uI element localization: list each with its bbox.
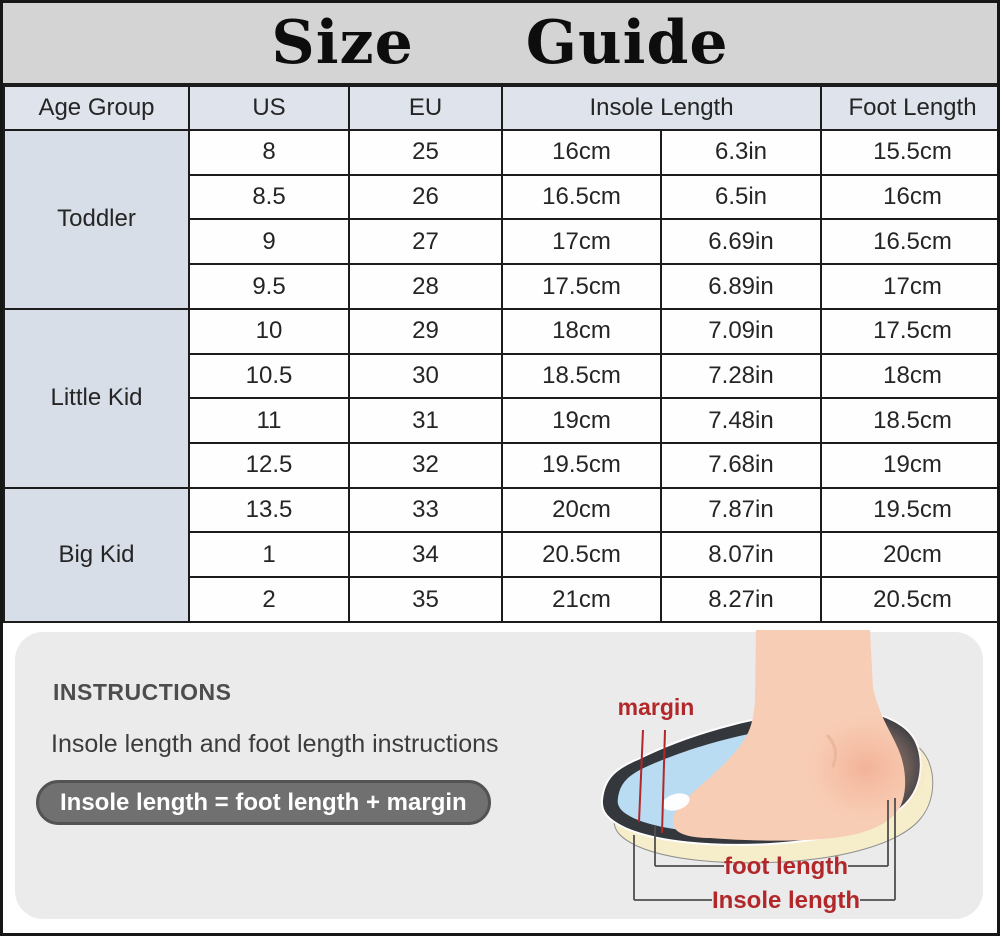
cell-us: 8.5 [189, 175, 349, 220]
cell-eu: 27 [349, 219, 502, 264]
cell-insole-cm: 20.5cm [502, 532, 661, 577]
header-us: US [189, 86, 349, 130]
cell-insole-cm: 19cm [502, 398, 661, 443]
foot-measurement-diagram [598, 630, 990, 922]
cell-foot: 20cm [821, 532, 1000, 577]
cell-foot: 17.5cm [821, 309, 1000, 354]
cell-us: 10.5 [189, 354, 349, 399]
cell-eu: 32 [349, 443, 502, 488]
cell-eu: 35 [349, 577, 502, 622]
cell-insole-in: 7.68in [661, 443, 821, 488]
cell-us: 12.5 [189, 443, 349, 488]
cell-insole-cm: 16cm [502, 130, 661, 175]
cell-eu: 25 [349, 130, 502, 175]
cell-insole-in: 7.28in [661, 354, 821, 399]
cell-us: 9.5 [189, 264, 349, 309]
instructions-heading: INSTRUCTIONS [53, 679, 232, 705]
header-insole-length: Insole Length [502, 86, 821, 130]
insole-length-label: Insole length [711, 887, 861, 914]
cell-insole-in: 6.69in [661, 219, 821, 264]
instructions-subheading: Insole length and foot length instructions [51, 730, 499, 758]
cell-foot: 18cm [821, 354, 1000, 399]
cell-foot: 20.5cm [821, 577, 1000, 622]
table-row [4, 309, 1000, 354]
header-foot-length: Foot Length [821, 86, 1000, 130]
cell-us: 1 [189, 532, 349, 577]
age-group-big-kid: Big Kid [4, 488, 189, 622]
instructions-panel [15, 632, 983, 919]
cell-eu: 33 [349, 488, 502, 533]
cell-insole-cm: 19.5cm [502, 443, 661, 488]
cell-insole-in: 6.3in [661, 130, 821, 175]
formula-pill: Insole length = foot length + margin [36, 780, 491, 825]
age-group-little-kid: Little Kid [4, 309, 189, 488]
cell-insole-in: 7.87in [661, 488, 821, 533]
cell-insole-in: 6.5in [661, 175, 821, 220]
cell-foot: 19cm [821, 443, 1000, 488]
cell-us: 13.5 [189, 488, 349, 533]
title-word-guide: Guide [525, 8, 729, 78]
cell-insole-cm: 21cm [502, 577, 661, 622]
table-header-row [4, 86, 1000, 130]
cell-insole-cm: 16.5cm [502, 175, 661, 220]
cell-foot: 16.5cm [821, 219, 1000, 264]
cell-insole-in: 8.07in [661, 532, 821, 577]
cell-foot: 15.5cm [821, 130, 1000, 175]
cell-foot: 19.5cm [821, 488, 1000, 533]
instructions-section [3, 623, 997, 932]
header-age-group: Age Group [4, 86, 189, 130]
title-word-size: Size [271, 8, 414, 78]
heel-blush [802, 712, 930, 824]
cell-insole-cm: 20cm [502, 488, 661, 533]
cell-foot: 18.5cm [821, 398, 1000, 443]
cell-insole-in: 7.09in [661, 309, 821, 354]
cell-eu: 30 [349, 354, 502, 399]
size-table [3, 85, 1000, 623]
cell-us: 8 [189, 130, 349, 175]
cell-us: 10 [189, 309, 349, 354]
cell-eu: 28 [349, 264, 502, 309]
page-title [3, 3, 997, 85]
cell-insole-cm: 18.5cm [502, 354, 661, 399]
cell-insole-in: 7.48in [661, 398, 821, 443]
cell-insole-in: 6.89in [661, 264, 821, 309]
cell-eu: 26 [349, 175, 502, 220]
age-group-toddler: Toddler [4, 130, 189, 309]
cell-eu: 31 [349, 398, 502, 443]
cell-foot: 16cm [821, 175, 1000, 220]
margin-label: margin [617, 694, 695, 720]
header-eu: EU [349, 86, 502, 130]
foot-length-label: foot length [724, 853, 848, 880]
cell-insole-in: 8.27in [661, 577, 821, 622]
cell-foot: 17cm [821, 264, 1000, 309]
cell-insole-cm: 17cm [502, 219, 661, 264]
cell-insole-cm: 17.5cm [502, 264, 661, 309]
cell-eu: 34 [349, 532, 502, 577]
cell-us: 9 [189, 219, 349, 264]
cell-us: 2 [189, 577, 349, 622]
cell-insole-cm: 18cm [502, 309, 661, 354]
cell-eu: 29 [349, 309, 502, 354]
cell-us: 11 [189, 398, 349, 443]
table-row [4, 488, 1000, 533]
table-row [4, 130, 1000, 175]
